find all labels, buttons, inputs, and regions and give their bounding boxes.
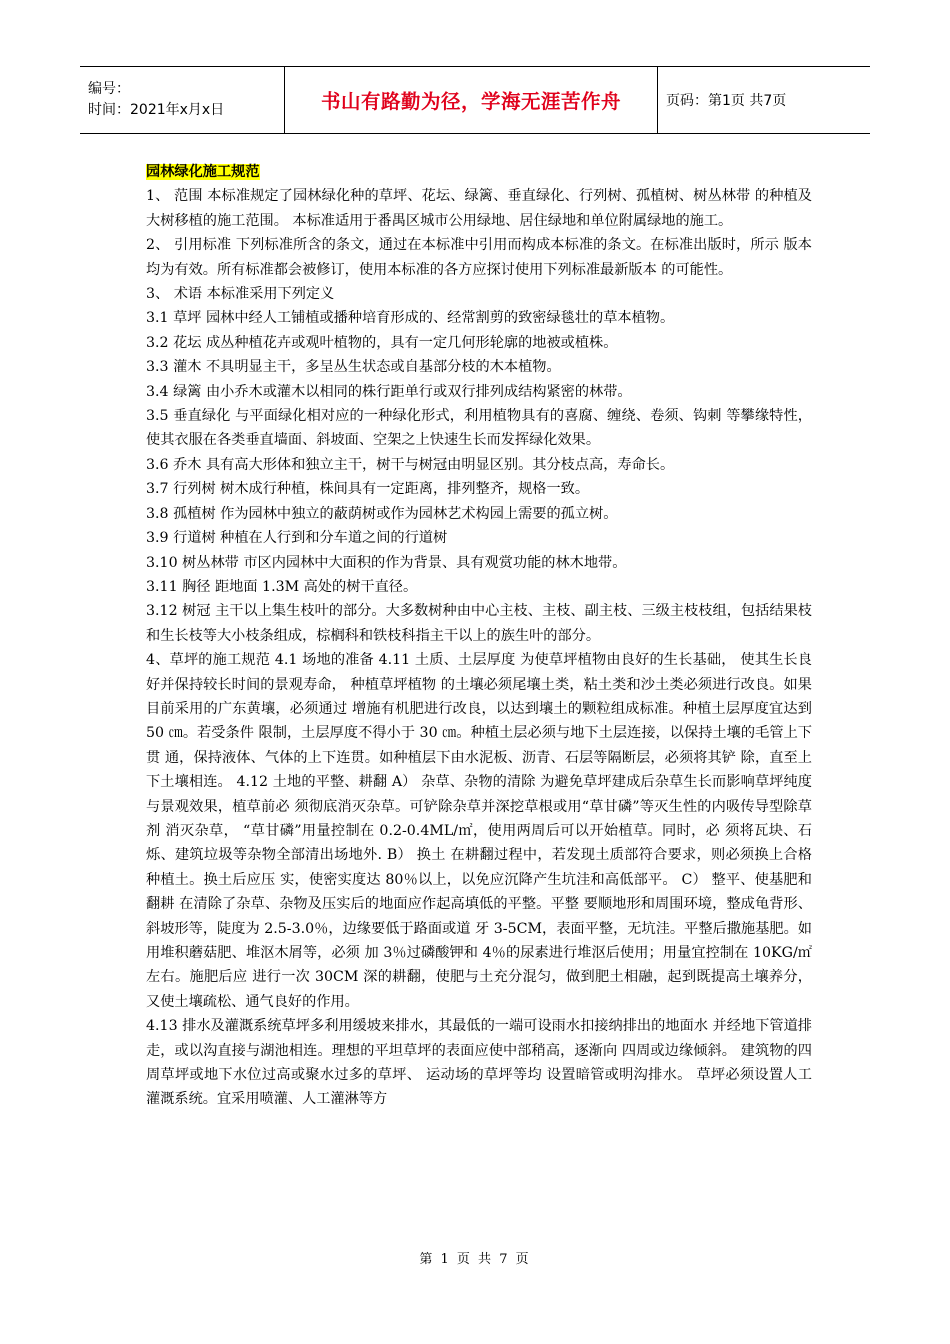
paragraph: 3.2 花坛 成丛种植花卉或观叶植物的，具有一定几何形轮廓的地被或植株。 xyxy=(146,334,618,351)
paragraph: 3.5 垂直绿化 与平面绿化相对应的一种绿化形式，利用植物具有的喜腐、缠绕、卷须、钩刺 等攀缘特性，使其衣服在各类垂直墙面、斜坡面、空架之上快速生长而发挥绿化效果。 xyxy=(146,408,812,449)
paragraph: 3.12 树冠 主干以上集生枝叶的部分。大多数树种由中心主枝、主枝、副主枝、三级主枝枝组，包括结果枝和生长枝等大小枝条组成，棕榈科和铁枝科指主干以上的族生叶的部分。 xyxy=(146,603,812,644)
header-motto: 书山有路勤为径，学海无涯苦作舟 xyxy=(320,90,621,113)
paragraph: 3.11 胸径 距地面 1.3M 高处的树干直径。 xyxy=(146,578,418,595)
header-motto-cell xyxy=(284,67,658,133)
page-header xyxy=(80,66,870,134)
paragraph: 3.4 绿篱 由小乔木或灌木以相同的株行距单行或双行排列成结构紧密的林带。 xyxy=(146,383,632,400)
document-number-label: 编号： xyxy=(88,81,130,97)
header-page-info: 页码：第1页 共7页 xyxy=(666,93,787,109)
paragraph: 3、 术语 本标准采用下列定义 xyxy=(146,286,335,303)
paragraph: 2、 引用标准 下列标准所含的条文，通过在本标准中引用而构成本标准的条文。在标准出版时，所示 版本均为有效。所有标准都会被修订，使用本标准的各方应探讨使用下列标准最新版本 的可能性。 xyxy=(146,237,812,278)
document-body xyxy=(146,160,812,1112)
paragraph: 3.6 乔木 具有高大形体和独立主干，树干与树冠由明显区别。其分枝点高，寿命长。 xyxy=(146,456,675,473)
paragraph: 3.3 灌木 不具明显主干，多呈丛生状态或自基部分枝的木本植物。 xyxy=(146,359,561,376)
paragraph: 3.7 行列树 树木成行种植，株间具有一定距离，排列整齐，规格一致。 xyxy=(146,481,590,498)
header-page-info-cell xyxy=(658,67,870,133)
page-footer xyxy=(0,1248,950,1267)
document-title-line xyxy=(146,160,812,184)
header-meta xyxy=(80,67,284,133)
paragraph: 3.8 孤植树 作为园林中独立的蔽荫树或作为园林艺术构园上需要的孤立树。 xyxy=(146,505,618,522)
document-title: 园林绿化施工规范 xyxy=(146,164,260,180)
paragraph: 3.1 草坪 园林中经人工铺植或播种培育形成的、经常割剪的致密绿毯壮的草本植物。 xyxy=(146,310,675,327)
paragraph: 3.9 行道树 种植在人行到和分车道之间的行道树 xyxy=(146,530,448,547)
document-date-label: 时间：2021年x月x日 xyxy=(88,102,225,118)
footer-page-number: 第 1 页 共 7 页 xyxy=(419,1252,531,1267)
paragraph: 4、草坪的施工规范 4.1 场地的准备 4.11 土质、土层厚度 为使草坪植物由良好的生长基础， 使其生长良好并保持较长时间的景观寿命， 种植草坪植物 的土壤必须尾壤土类，粘土类和沙土类必须进行改良。如果目前采用的广东黄壤，必须通过 增施有机肥进行改良，以达到壤土的颗粒组成标准。种植土层厚度宜达到 50 ㎝。若受条件 限制，土层厚度不得小于 30 ㎝。种植土层必须与地下土层连接，以保持土壤的毛管上下贯 通，保持液体、气体的上下连贯。如种植层下由水泥板、沥青、石层等隔断层，必须将其铲 除，直至上下土壤相连。 4.12 土地的平整、耕翻 A） 杂草、杂物的清除 为避免草坪建成后杂草生长而影响草坪纯度与景观效果，植草前必 须彻底消灭杂草。可铲除杂草并深挖草根或用“草甘磷”等灭生性的内吸传导型除草剂 消灭杂草， “草甘磷”用量控制在 0.2-0.4ML/㎡，使用两周后可以开始植草。同时，必 须将瓦块、石烁、建筑垃圾等杂物全部清出场地外. B） 换土 在耕翻过程中，若发现土质部符合要求，则必须换上合格种植土。换土后应压 实，使密实度达 80％以上，以免应沉降产生坑洼和高低部平。 C） 整平、使基肥和翻耕 在清除了杂草、杂物及压实后的地面应作起高填低的平整。平整 要顺地形和周围环境，整成龟背形、斜坡形等，陡度为 2.5-3.0％，边缘要低于路面或道 牙 3-5CM，表面平整，无坑洼。平整后撒施基肥。如用堆积蘑菇肥、堆沤木屑等，必须 加 3％过磷酸钾和 4％的尿素进行堆沤后使用；用量宜控制在 10KG/㎡左右。施肥后应 进行一次 30CM 深的耕翻，使肥与土充分混匀，做到肥土相融，起到既提高土壤养分， 又使土壤疏松、通气良好的作用。 xyxy=(146,652,812,1010)
paragraph: 3.10 树丛林带 市区内园林中大面积的作为背景、具有观赏功能的林木地带。 xyxy=(146,554,627,571)
paragraph: 4.13 排水及灌溉系统草坪多利用缓坡来排水，其最低的一端可设雨水扣接纳排出的地面水 并经地下管道排走，或以沟直接与湖池相连。理想的平坦草坪的表面应使中部稍高，逐渐向 四周或边缘倾斜。 建筑物的四周草坪或地下水位过高或聚水过多的草坪、 运动场的草坪等均 设置暗管或明沟排水。 草坪必须设置人工灌溉系统。宜采用喷灌、人工灌淋等方 xyxy=(146,1018,812,1108)
paragraph: 1、 范围 本标准规定了园林绿化种的草坪、花坛、绿篱、垂直绿化、行列树、孤植树、树丛林带 的种植及大树移植的施工范围。 本标准适用于番禺区城市公用绿地、居住绿地和单位附属绿地的施工。 xyxy=(146,188,812,229)
